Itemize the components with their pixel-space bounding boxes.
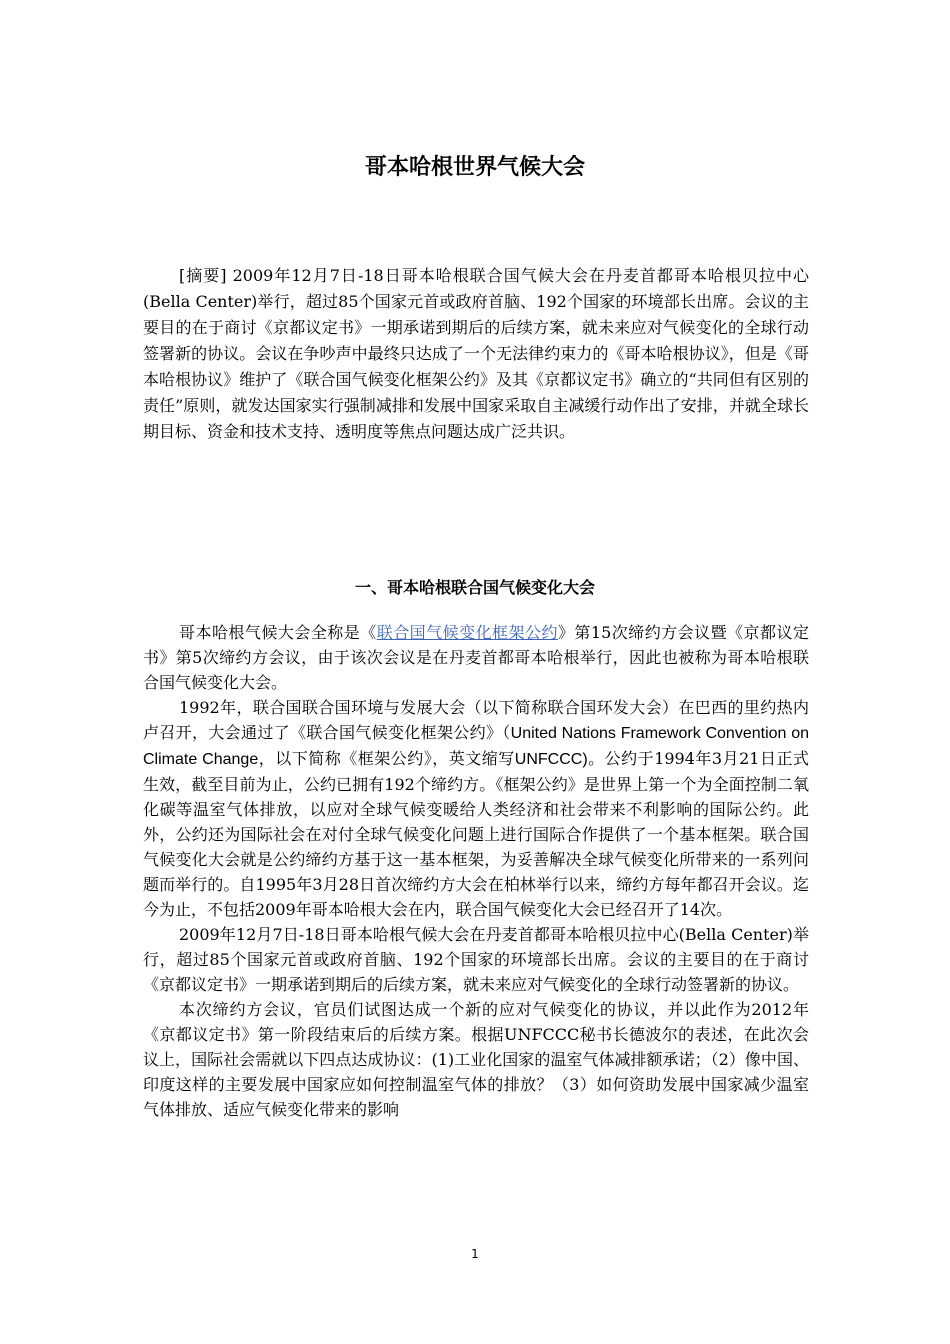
section-body — [143, 620, 809, 1122]
paragraph-text: ，以下简称《框架公约》，英文缩写 — [258, 749, 515, 768]
abstract-paragraph: [摘要] 2009年12月7日-18日哥本哈根联合国气候大会在丹麦首都哥本哈根贝拉中心(Bella Center)举行，超过85个国家元首或政府首脑、192个国家的环境部长出席。会议的主要目的在于商讨《京都议定书》一期承诺到期后的后续方案，就未来应对气候变化的全球行动签署新的协议。会议在争吵声中最终只达成了一个无法律约束力的《哥本哈根协议》，但是《哥本哈根协议》维护了《联合国气候变化框架公约》及其《京都议定书》确立的“共同但有区别的责任”原则，就发达国家实行强制减排和发展中国家采取自主减缓行动作出了安排，并就全球长期目标、资金和技术支持、透明度等焦点问题达成广泛共识。 — [143, 266, 809, 441]
paragraph-text: 》第15次缔约方会议暨《京都议定书》第5次缔约方会议，由于该次会议是在丹麦首都哥本哈根举行，因此也被称为哥本哈根联合国气候变化大会。 — [143, 623, 809, 692]
body-paragraph-1 — [143, 620, 809, 695]
page-number: 1 — [471, 1247, 479, 1261]
paragraph-text: 哥本哈根气候大会全称是《 — [179, 623, 377, 642]
body-paragraph-4: 本次缔约方会议，官员们试图达成一个新的应对气候变化的协议，并以此作为2012年《京都议定书》第一阶段结束后的后续方案。根据UNFCCC秘书长德波尔的表述，在此次会议上，国际社会需就以下四点达成协议：(1)工业化国家的温室气体减排额承诺；（2）像中国、印度这样的主要发展中国家应如何控制温室气体的排放？（3）如何资助发展中国家减少温室气体排放、适应气候变化带来的影响 — [143, 1000, 809, 1119]
body-paragraph-2 — [143, 695, 809, 922]
document-title: 哥本哈根世界气候大会 — [364, 155, 585, 180]
unfccc-link[interactable]: 联合国气候变化框架公约 — [376, 623, 558, 642]
paragraph-text: 1992年，联合国联合国环境与发展大会（以下简称联合国环发大会）在巴西的里约热内卢召开，大会通过了《联合国气候变化框架公约》（ — [143, 698, 809, 742]
paragraph-text: 。公约于1994年3月21日正式生效，截至目前为止，公约已拥有192个缔约方。《框架公约》是世界上第一个为全面控制二氧化碳等温室气体排放，以应对全球气候变暖给人类经济和社会带来不利影响的国际公约。此外，公约还为国际社会在对付全球气候变化问题上进行国际合作提供了一个基本框架。联合国气候变化大会就是公约缔约方基于这一基本框架，为妥善解决全球气候变化所带来的一系列问题而举行的。自1995年3月28日首次缔约方大会在柏林举行以来，缔约方每年都召开会议。迄今为止，不包括2009年哥本哈根大会在内，联合国气候变化大会已经召开了14次。 — [143, 749, 809, 919]
abbreviation-text: UNFCCC) — [514, 751, 588, 768]
body-paragraph-3: 2009年12月7日-18日哥本哈根气候大会在丹麦首都哥本哈根贝拉中心(Bella Center)举行，超过85个国家元首或政府首脑、192个国家的环境部长出席。会议的主要目的在于商讨《京都议定书》一期承诺到期后的后续方案，就未来应对气候变化的全球行动签署新的协议。 — [143, 925, 809, 994]
section-heading: 一、哥本哈根联合国气候变化大会 — [354, 578, 595, 597]
english-name-text: United Nations Framework Convention on Climate Change — [143, 725, 809, 768]
